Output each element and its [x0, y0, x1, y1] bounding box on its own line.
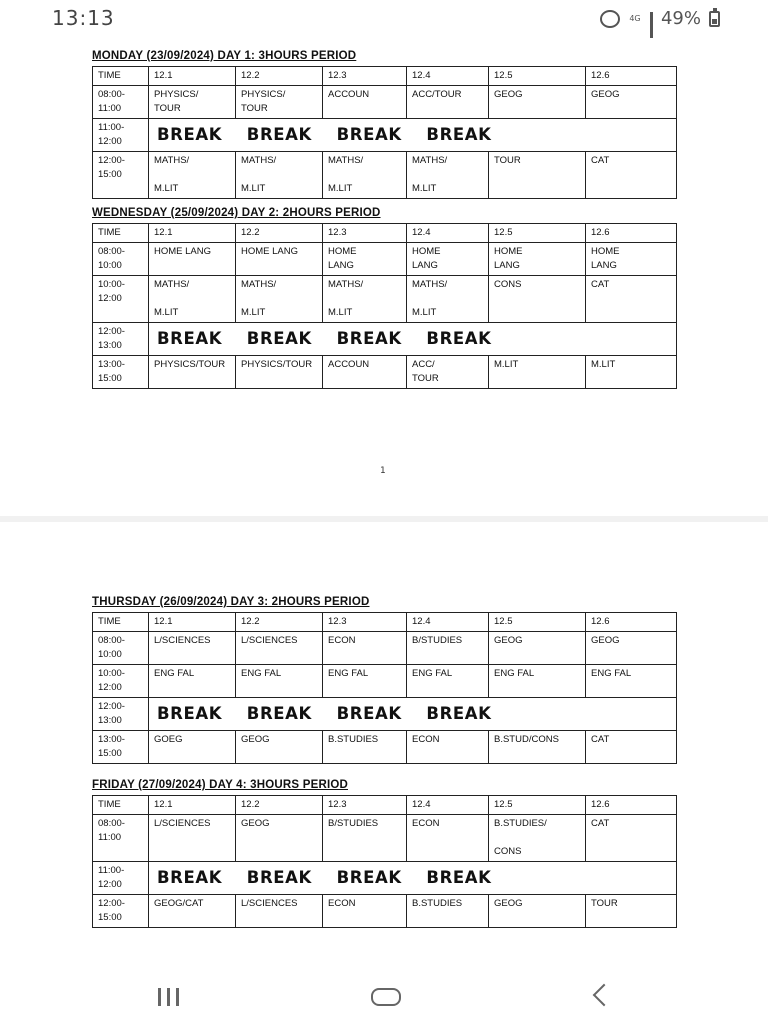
subject-cell: ENG FAL: [489, 665, 586, 698]
subject-cell: GOEG: [149, 731, 236, 764]
subject-cell: PHYSICS/TOUR: [236, 356, 323, 389]
subject-cell: ACC/ TOUR: [407, 356, 489, 389]
subject-cell: L/SCIENCES: [236, 895, 323, 928]
header-row: [93, 613, 677, 632]
table-row: [93, 731, 677, 764]
subject-cell: GEOG: [586, 86, 677, 119]
class-header: 12.4: [407, 67, 489, 86]
table-row: [93, 243, 677, 276]
table-row: [93, 895, 677, 928]
subject-cell: GEOG: [586, 632, 677, 665]
table-row: [93, 356, 677, 389]
subject-cell: B/STUDIES: [407, 632, 489, 665]
subject-cell: GEOG: [236, 731, 323, 764]
subject-cell: PHYSICS/ TOUR: [236, 86, 323, 119]
subject-cell: ECON: [407, 815, 489, 862]
day-heading: THURSDAY (26/09/2024) DAY 3: 2HOURS PERIOD: [92, 596, 370, 608]
time-slot: 10:00- 12:00: [93, 276, 149, 323]
subject-cell: CONS: [489, 276, 586, 323]
timetable-wednesday: [92, 207, 676, 389]
home-button[interactable]: [371, 988, 401, 1006]
subject-cell: B.STUDIES/ CONS: [489, 815, 586, 862]
time-slot: 08:00- 11:00: [93, 815, 149, 862]
subject-cell: GEOG/CAT: [149, 895, 236, 928]
class-header: 12.6: [586, 613, 677, 632]
class-header: 12.4: [407, 224, 489, 243]
time-slot: 08:00- 10:00: [93, 632, 149, 665]
time-slot: 12:00- 13:00: [93, 698, 149, 731]
subject-cell: CAT: [586, 731, 677, 764]
timetable-thursday: [92, 596, 676, 764]
document-page-2: [0, 522, 768, 972]
day-heading: WEDNESDAY (25/09/2024) DAY 2: 2HOURS PERIOD: [92, 207, 381, 219]
subject-cell: ENG FAL: [586, 665, 677, 698]
timetable: [92, 66, 677, 199]
subject-cell: HOME LANG: [323, 243, 407, 276]
table-row: [93, 86, 677, 119]
break-label: BREAK BREAK BREAK BREAK: [149, 698, 677, 731]
subject-cell: M.LIT: [489, 356, 586, 389]
subject-cell: ENG FAL: [323, 665, 407, 698]
subject-cell: ECON: [407, 731, 489, 764]
subject-cell: CAT: [586, 815, 677, 862]
break-label: BREAK BREAK BREAK BREAK: [149, 323, 677, 356]
table-row: [93, 152, 677, 199]
subject-cell: MATHS/ M.LIT: [407, 276, 489, 323]
navigation-bar: [0, 972, 768, 1024]
break-label: BREAK BREAK BREAK BREAK: [149, 862, 677, 895]
time-slot: 11:00- 12:00: [93, 119, 149, 152]
header-row: [93, 224, 677, 243]
page-number: 1: [380, 466, 386, 476]
back-button[interactable]: [593, 984, 616, 1007]
subject-cell: HOME LANG: [236, 243, 323, 276]
subject-cell: PHYSICS/TOUR: [149, 356, 236, 389]
subject-cell: B/STUDIES: [323, 815, 407, 862]
header-row: [93, 67, 677, 86]
time-slot: 13:00- 15:00: [93, 356, 149, 389]
signal-icon: [650, 12, 653, 26]
time-slot: 10:00- 12:00: [93, 665, 149, 698]
break-row: [93, 323, 677, 356]
status-time: 13:13: [52, 6, 115, 30]
class-header: 12.1: [149, 613, 236, 632]
subject-cell: ACCOUN: [323, 86, 407, 119]
subject-cell: M.LIT: [586, 356, 677, 389]
subject-cell: B.STUDIES: [323, 731, 407, 764]
table-row: [93, 815, 677, 862]
status-bar: [0, 0, 768, 38]
timetable-friday: [92, 779, 676, 928]
subject-cell: ENG FAL: [407, 665, 489, 698]
break-row: [93, 119, 677, 152]
time-slot: 12:00- 13:00: [93, 323, 149, 356]
subject-cell: ECON: [323, 632, 407, 665]
alarm-icon: [600, 10, 620, 28]
subject-cell: L/SCIENCES: [149, 815, 236, 862]
class-header: 12.6: [586, 67, 677, 86]
table-row: [93, 632, 677, 665]
subject-cell: MATHS/ M.LIT: [149, 276, 236, 323]
subject-cell: B.STUD/CONS: [489, 731, 586, 764]
class-header: 12.6: [586, 224, 677, 243]
time-slot: 12:00- 15:00: [93, 895, 149, 928]
subject-cell: L/SCIENCES: [236, 632, 323, 665]
time-slot: 12:00- 15:00: [93, 152, 149, 199]
subject-cell: ENG FAL: [236, 665, 323, 698]
class-header: 12.1: [149, 67, 236, 86]
subject-cell: ACC/TOUR: [407, 86, 489, 119]
class-header: 12.6: [586, 796, 677, 815]
class-header: 12.3: [323, 796, 407, 815]
table-row: [93, 276, 677, 323]
battery-percent: 49%: [660, 8, 701, 29]
subject-cell: MATHS/ M.LIT: [236, 276, 323, 323]
class-header: 12.2: [236, 796, 323, 815]
class-header: 12.5: [489, 224, 586, 243]
header-row: [93, 796, 677, 815]
subject-cell: CAT: [586, 152, 677, 199]
table-row: [93, 665, 677, 698]
subject-cell: GEOG: [489, 86, 586, 119]
subject-cell: MATHS/ M.LIT: [236, 152, 323, 199]
time-header: TIME: [93, 67, 149, 86]
class-header: 12.2: [236, 613, 323, 632]
subject-cell: HOME LANG: [489, 243, 586, 276]
time-header: TIME: [93, 224, 149, 243]
class-header: 12.5: [489, 613, 586, 632]
class-header: 12.2: [236, 224, 323, 243]
day-heading: MONDAY (23/09/2024) DAY 1: 3HOURS PERIOD: [92, 50, 357, 62]
break-row: [93, 862, 677, 895]
subject-cell: B.STUDIES: [407, 895, 489, 928]
class-header: 12.2: [236, 67, 323, 86]
class-header: 12.5: [489, 67, 586, 86]
timetable-monday: [92, 50, 676, 199]
subject-cell: MATHS/ M.LIT: [323, 276, 407, 323]
subject-cell: HOME LANG: [586, 243, 677, 276]
timetable: [92, 795, 677, 928]
day-heading: FRIDAY (27/09/2024) DAY 4: 3HOURS PERIOD: [92, 779, 348, 791]
timetable: [92, 612, 677, 764]
subject-cell: HOME LANG: [149, 243, 236, 276]
subject-cell: GEOG: [489, 632, 586, 665]
subject-cell: CAT: [586, 276, 677, 323]
class-header: 12.3: [323, 224, 407, 243]
subject-cell: MATHS/ M.LIT: [323, 152, 407, 199]
class-header: 12.1: [149, 224, 236, 243]
time-slot: 08:00- 10:00: [93, 243, 149, 276]
class-header: 12.3: [323, 67, 407, 86]
class-header: 12.4: [407, 796, 489, 815]
status-icons: [600, 8, 720, 29]
subject-cell: GEOG: [489, 895, 586, 928]
subject-cell: GEOG: [236, 815, 323, 862]
time-slot: 08:00- 11:00: [93, 86, 149, 119]
time-header: TIME: [93, 796, 149, 815]
class-header: 12.4: [407, 613, 489, 632]
class-header: 12.5: [489, 796, 586, 815]
document-page-1: [0, 38, 768, 516]
class-header: 12.3: [323, 613, 407, 632]
recent-apps-button[interactable]: [158, 988, 179, 1006]
time-slot: 13:00- 15:00: [93, 731, 149, 764]
subject-cell: PHYSICS/ TOUR: [149, 86, 236, 119]
subject-cell: MATHS/ M.LIT: [149, 152, 236, 199]
network-type-icon: 4G: [629, 13, 641, 23]
subject-cell: ENG FAL: [149, 665, 236, 698]
break-label: BREAK BREAK BREAK BREAK: [149, 119, 677, 152]
subject-cell: TOUR: [586, 895, 677, 928]
subject-cell: MATHS/ M.LIT: [407, 152, 489, 199]
subject-cell: L/SCIENCES: [149, 632, 236, 665]
class-header: 12.1: [149, 796, 236, 815]
battery-icon: [709, 11, 720, 27]
subject-cell: ECON: [323, 895, 407, 928]
subject-cell: HOME LANG: [407, 243, 489, 276]
subject-cell: TOUR: [489, 152, 586, 199]
timetable: [92, 223, 677, 389]
subject-cell: ACCOUN: [323, 356, 407, 389]
break-row: [93, 698, 677, 731]
time-header: TIME: [93, 613, 149, 632]
time-slot: 11:00- 12:00: [93, 862, 149, 895]
